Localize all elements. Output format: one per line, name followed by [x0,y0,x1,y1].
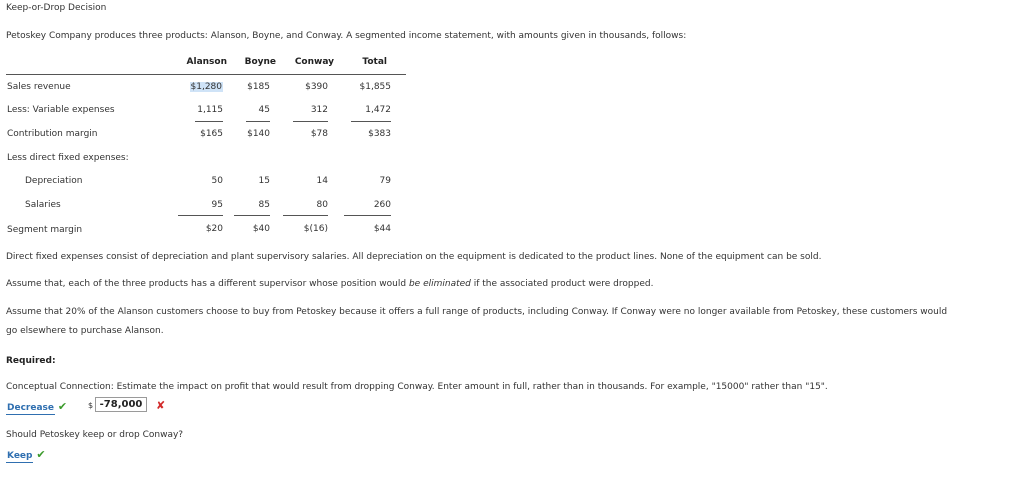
keep-drop-select[interactable] [6,448,46,461]
header-rule [6,74,406,75]
row-label-depreciation: Depreciation [25,176,83,186]
subtotal-rule [283,215,328,216]
cell-segment-alanson: $20 [205,224,223,234]
paragraph-text: Assume that, each of the three products has a different supervisor whose position would [6,279,409,289]
cell-depreciation-boyne: 15 [258,176,270,186]
cell-salaries-conway: 80 [316,200,328,210]
row-label-salaries: Salaries [25,200,61,210]
subtotal-rule [293,121,328,122]
row-label-fixed: Less direct fixed expenses: [7,153,129,163]
check-icon: ✔ [57,400,68,413]
cell-cm-total: $383 [368,129,391,139]
paragraph-fixed-expenses: Direct fixed expenses consist of depreciation and plant supervisory salaries. All depreciation on the equipment is dedicated to the product lines. None of the equipment can be sold. [6,252,822,262]
subtotal-rule [246,121,270,122]
impact-select[interactable] [6,400,67,413]
cell-sales-total: $1,855 [359,82,391,92]
header-alanson: Alanson [186,57,227,67]
paragraph-customers-line1: Assume that 20% of the Alanson customers choose to buy from Petoskey because it offers a full range of products, including Conway. If Conway were no longer available from Petoskey, these customers would [6,307,948,317]
cell-depreciation-conway: 14 [316,176,328,186]
currency-symbol: $ [88,401,94,410]
cell-segment-conway: $(16) [303,224,328,234]
keep-drop-select-value[interactable]: Keep [7,451,33,461]
cell-salaries-total: 260 [373,200,391,210]
cell-variable-total: 1,472 [365,105,391,115]
cell-variable-boyne: 45 [258,105,270,115]
intro-text: Petoskey Company produces three products: Alanson, Boyne, and Conway. A segmented income statement, with amounts given in thousands, follows: [6,31,687,41]
row-label-cm: Contribution margin [7,129,98,139]
subtotal-rule [234,215,270,216]
check-icon: ✔ [36,448,46,461]
highlighted-value: $1,280 [190,82,222,92]
row-label-variable: Less: Variable expenses [7,105,115,115]
cell-salaries-alanson: 95 [211,200,223,210]
required-heading: Required: [6,356,56,366]
cell-sales-conway: $390 [305,82,328,92]
cell-variable-alanson: 1,115 [197,105,223,115]
cell-cm-conway: $78 [310,129,328,139]
cell-sales-boyne: $185 [247,82,270,92]
question-keep-drop: Should Petoskey keep or drop Conway? [6,430,184,440]
page-title: Keep-or-Drop Decision [6,3,107,13]
cell-cm-alanson: $165 [200,129,223,139]
row-label-sales: Sales revenue [7,82,71,92]
impact-amount-input[interactable]: -78,000 [95,397,147,412]
cell-cm-boyne: $140 [247,129,270,139]
cell-depreciation-alanson: 50 [211,176,223,186]
header-boyne: Boyne [244,57,276,67]
paragraph-customers-line2: go elsewhere to purchase Alanson. [6,326,164,336]
subtotal-rule [178,215,223,216]
cell-depreciation-total: 79 [379,176,391,186]
row-label-segment: Segment margin [7,225,83,235]
paragraph-text: if the associated product were dropped. [470,279,654,289]
emphasis-text: be eliminated [408,279,471,289]
impact-select-value[interactable]: Decrease [7,403,54,413]
subtotal-rule [351,121,391,122]
cell-salaries-boyne: 85 [258,200,270,210]
paragraph-supervisor [6,279,653,289]
question-impact: Conceptual Connection: Estimate the impact on profit that would result from dropping Conway. Enter amount in full, rather than in thousands. For example, "15000" rather than "15". [6,382,828,392]
cross-icon: ✘ [156,399,166,412]
subtotal-rule [344,215,391,216]
cell-segment-total: $44 [373,224,391,234]
subtotal-rule [195,121,223,122]
cell-sales-alanson [178,82,223,92]
cell-variable-conway: 312 [310,105,328,115]
cell-segment-boyne: $40 [252,224,270,234]
header-conway: Conway [294,57,334,67]
header-total: Total [362,57,387,67]
